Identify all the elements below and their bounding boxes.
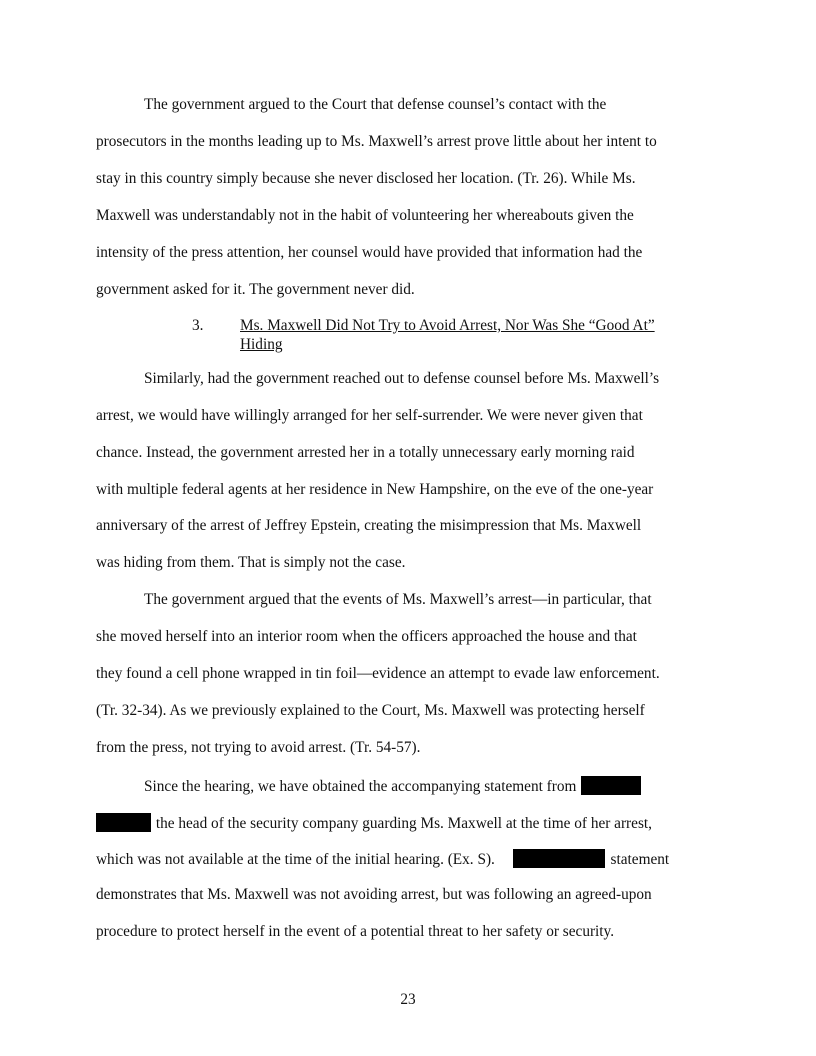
body-text-line: chance. Instead, the government arrested her in a totally unnecessary early morning raid <box>96 444 635 461</box>
body-text-line <box>144 776 641 796</box>
body-text-line: Similarly, had the government reached out to defense counsel before Ms. Maxwell’s <box>144 370 660 387</box>
body-text-line: intensity of the press attention, her counsel would have provided that information had the <box>96 244 643 261</box>
body-text-line: from the press, not trying to avoid arrest. (Tr. 54-57). <box>96 739 421 756</box>
section-heading-line: Hiding <box>240 336 283 353</box>
section-number: 3. <box>192 317 204 334</box>
body-text-line: procedure to protect herself in the event of a potential threat to her safety or security. <box>96 923 615 940</box>
body-text-line <box>96 813 652 833</box>
body-text-line: The government argued that the events of Ms. Maxwell’s arrest—in particular, that <box>144 591 652 608</box>
body-text-line: anniversary of the arrest of Jeffrey Epstein, creating the misimpression that Ms. Maxwell <box>96 517 642 534</box>
body-text-line: with multiple federal agents at her residence in New Hampshire, on the eve of the one-year <box>96 481 654 498</box>
body-text-line: Maxwell was understandably not in the habit of volunteering her whereabouts given the <box>96 207 634 224</box>
body-text-line: demonstrates that Ms. Maxwell was not avoiding arrest, but was following an agreed-upon <box>96 886 652 903</box>
page-number: 23 <box>400 991 416 1008</box>
redaction-box <box>581 776 641 795</box>
body-text-fragment: statement <box>610 851 670 868</box>
redaction-box <box>96 813 151 832</box>
body-text-line: arrest, we would have willingly arranged for her self-surrender. We were never given that <box>96 407 643 424</box>
redaction-box <box>513 849 605 868</box>
body-text-line: they found a cell phone wrapped in tin foil—evidence an attempt to evade law enforcement. <box>96 665 660 682</box>
body-text-line: government asked for it. The government never did. <box>96 281 415 298</box>
body-text-line: stay in this country simply because she never disclosed her location. (Tr. 26). While Ms. <box>96 170 636 187</box>
body-text-fragment: the head of the security company guarding Ms. Maxwell at the time of her arrest, <box>155 815 652 832</box>
body-text-line: prosecutors in the months leading up to Ms. Maxwell’s arrest prove little about her intent to <box>96 133 657 150</box>
body-text-line: she moved herself into an interior room when the officers approached the house and that <box>96 628 637 645</box>
body-text-line: (Tr. 32-34). As we previously explained to the Court, Ms. Maxwell was protecting herself <box>96 702 645 719</box>
body-text-line: The government argued to the Court that defense counsel’s contact with the <box>144 96 607 113</box>
body-text-line: was hiding from them. That is simply not the case. <box>96 554 406 571</box>
body-text-fragment: Since the hearing, we have obtained the accompanying statement from <box>144 778 577 795</box>
section-heading-line: Ms. Maxwell Did Not Try to Avoid Arrest, Nor Was She “Good At” <box>240 317 655 334</box>
body-text-line <box>96 849 669 869</box>
body-text-fragment: which was not available at the time of the initial hearing. (Ex. S). <box>96 851 495 868</box>
